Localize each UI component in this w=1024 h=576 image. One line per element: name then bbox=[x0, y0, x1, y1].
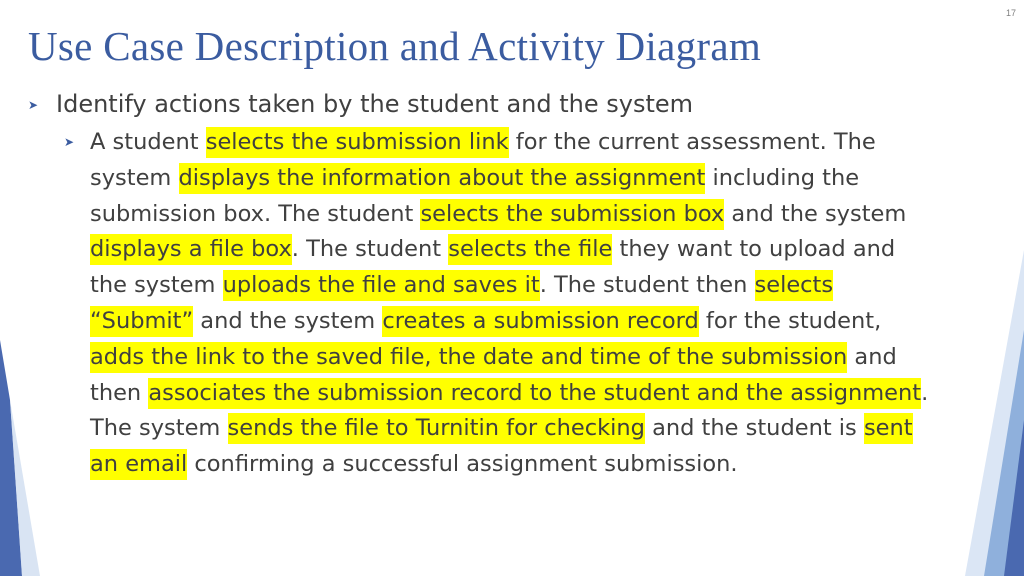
text-segment: . The system bbox=[90, 379, 929, 442]
text-segment: for the current assessment. The system bbox=[90, 129, 876, 191]
page-number: 17 bbox=[1005, 8, 1016, 18]
text-segment: including the submission box. The student bbox=[90, 164, 860, 227]
highlighted-phrase: sends the file to Turnitin for checking bbox=[228, 413, 645, 444]
text-segment: they want to upload and the system bbox=[90, 236, 896, 299]
text-segment: and the system bbox=[193, 307, 383, 334]
highlighted-phrase: sent an email bbox=[90, 413, 913, 480]
sub-bullet bbox=[62, 125, 932, 483]
highlighted-phrase: selects “Submit” bbox=[90, 270, 833, 337]
highlighted-phrase: selects the submission box bbox=[420, 199, 724, 230]
highlighted-phrase: creates a submission record bbox=[382, 306, 698, 337]
text-segment: and the student is bbox=[644, 415, 864, 442]
text-segment: and the system bbox=[724, 200, 907, 227]
bullet-arrow-icon: ➤ bbox=[64, 135, 75, 149]
highlighted-phrase: adds the link to the saved file, the date and time of the submission bbox=[90, 342, 847, 373]
main-bullet-text: Identify actions taken by the student and the system bbox=[56, 90, 694, 118]
text-segment: and then bbox=[90, 343, 897, 406]
sub-bullet-paragraph bbox=[90, 125, 932, 483]
highlighted-phrase: selects the file bbox=[448, 234, 612, 265]
highlighted-phrase: displays a file box bbox=[90, 234, 292, 265]
slide-title: Use Case Description and Activity Diagram bbox=[28, 23, 762, 69]
text-segment: for the student, bbox=[698, 307, 882, 334]
highlighted-phrase: displays the information about the assignment bbox=[179, 163, 706, 194]
highlighted-phrase: associates the submission record to the student and the assignment bbox=[148, 378, 921, 409]
highlighted-phrase: selects the submission link bbox=[206, 127, 509, 158]
main-bullet bbox=[28, 90, 693, 118]
text-segment: . The student bbox=[291, 236, 449, 263]
text-segment: A student bbox=[90, 129, 206, 155]
highlighted-phrase: uploads the file and saves it bbox=[223, 270, 540, 301]
text-segment: confirming a successful assignment submission. bbox=[187, 451, 738, 478]
bullet-arrow-icon: ➤ bbox=[28, 98, 39, 112]
text-segment: . The student then bbox=[539, 272, 755, 299]
